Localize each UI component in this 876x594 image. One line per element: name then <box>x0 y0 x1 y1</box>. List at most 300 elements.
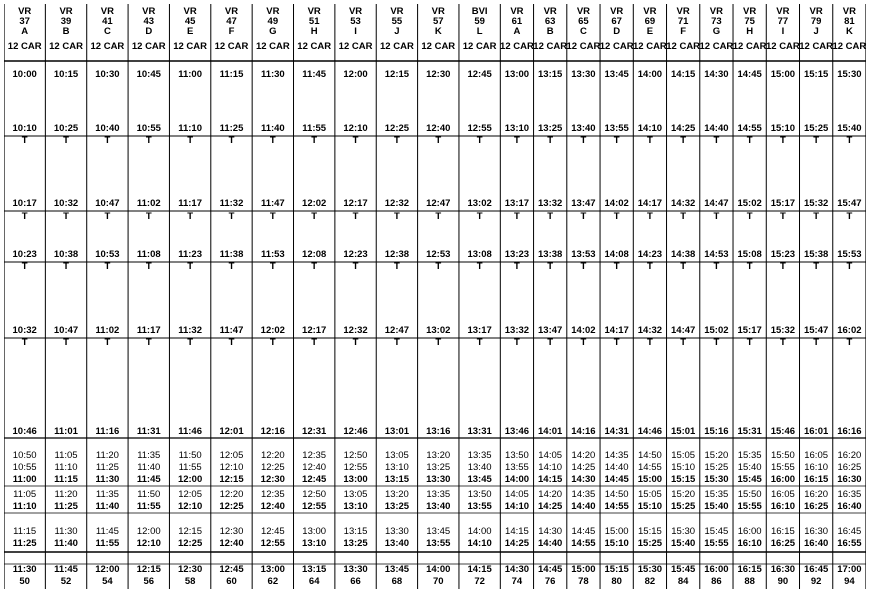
end-number: 50 <box>19 576 30 587</box>
time-cell: 13:16 <box>426 426 451 437</box>
train-number: 77 <box>777 16 789 27</box>
time-cell: 15:00 <box>571 564 596 575</box>
t-marker: T <box>311 337 318 348</box>
end-number: 88 <box>744 576 755 587</box>
train-service: VR <box>142 6 156 17</box>
time-cell: 13:23 <box>504 249 530 260</box>
train-number: 69 <box>644 16 656 27</box>
time-cell: 11:02 <box>95 325 120 336</box>
time-cell: 16:00 <box>704 564 729 575</box>
time-cell: 12:02 <box>302 198 327 209</box>
time-cell: 13:40 <box>426 501 451 512</box>
time-cell: 15:40 <box>671 538 696 549</box>
t-marker: T <box>63 135 69 146</box>
time-cell: 12:38 <box>384 249 410 260</box>
time-cell: 15:55 <box>770 462 795 473</box>
t-marker: T <box>394 135 400 146</box>
time-cell: 14:00 <box>467 526 492 537</box>
time-cell: 14:55 <box>638 462 662 473</box>
t-marker: T <box>547 211 554 222</box>
t-marker: T <box>228 135 235 146</box>
t-marker: T <box>269 135 276 146</box>
time-cell: 15:40 <box>837 123 862 134</box>
time-cell: 14:00 <box>504 474 530 485</box>
end-number: 94 <box>844 576 855 587</box>
time-cell: 10:10 <box>12 123 37 134</box>
time-cell: 14:01 <box>538 426 563 437</box>
time-cell: 11:15 <box>219 69 244 80</box>
car-count: 12 CAR <box>380 41 414 52</box>
t-marker: T <box>228 337 235 348</box>
time-cell: 14:38 <box>671 249 696 260</box>
time-cell: 12:05 <box>219 450 244 461</box>
time-cell: 10:15 <box>53 69 79 80</box>
t-marker: T <box>746 211 753 222</box>
block-letter: I <box>354 26 357 37</box>
time-cell: 12:10 <box>136 538 161 549</box>
time-cell: 14:30 <box>704 69 729 80</box>
time-cell: 13:02 <box>467 198 492 209</box>
train-service: VR <box>224 6 239 17</box>
train-number: 73 <box>711 16 722 27</box>
time-cell: 16:30 <box>804 526 829 537</box>
train-service: VR <box>59 6 73 17</box>
time-cell: 11:17 <box>136 325 161 336</box>
end-number: 56 <box>143 576 155 587</box>
time-cell: 13:17 <box>504 198 530 209</box>
time-cell: 15:15 <box>638 526 662 537</box>
t-marker: T <box>779 337 786 348</box>
t-marker: T <box>269 337 276 348</box>
time-cell: 15:01 <box>671 426 696 437</box>
t-marker: T <box>547 261 554 272</box>
train-number: 49 <box>267 16 279 27</box>
time-cell: 14:16 <box>571 426 596 437</box>
time-cell: 12:10 <box>177 501 203 512</box>
t-marker: T <box>813 211 820 222</box>
time-cell: 14:05 <box>505 489 529 500</box>
t-marker: T <box>846 261 853 272</box>
time-cell: 15:50 <box>737 489 762 500</box>
block-letter: F <box>228 26 235 37</box>
time-cell: 12:45 <box>302 474 327 485</box>
time-cell: 10:55 <box>12 462 37 473</box>
t-marker: T <box>145 211 152 222</box>
time-cell: 15:10 <box>604 538 629 549</box>
time-cell: 11:20 <box>95 450 119 461</box>
t-marker: T <box>104 337 111 348</box>
end-number: 62 <box>267 576 279 587</box>
t-marker: T <box>680 211 687 222</box>
train-number: 81 <box>844 16 855 27</box>
time-cell: 14:10 <box>467 538 492 549</box>
time-cell: 13:45 <box>604 69 629 80</box>
train-service: VR <box>776 6 790 17</box>
t-marker: T <box>352 261 359 272</box>
time-cell: 13:32 <box>538 198 563 209</box>
t-marker: T <box>311 211 318 222</box>
time-cell: 13:50 <box>467 489 492 500</box>
time-cell: 11:47 <box>219 325 244 336</box>
time-cell: 11:50 <box>137 489 161 500</box>
time-cell: 12:35 <box>260 489 285 500</box>
time-cell: 15:35 <box>704 489 729 500</box>
time-cell: 16:05 <box>804 450 829 461</box>
t-marker: T <box>613 337 620 348</box>
t-marker: T <box>63 337 69 348</box>
t-marker: T <box>713 337 720 348</box>
time-cell: 14:10 <box>504 501 530 512</box>
time-cell: 14:45 <box>604 474 629 485</box>
time-cell: 11:30 <box>12 564 37 575</box>
end-number: 80 <box>611 576 622 587</box>
block-letter: J <box>813 26 819 37</box>
time-cell: 13:10 <box>504 123 530 134</box>
t-marker: T <box>228 261 235 272</box>
time-cell: 14:20 <box>538 489 563 500</box>
t-marker: T <box>813 135 820 146</box>
time-cell: 11:31 <box>136 426 161 437</box>
t-marker: T <box>104 261 111 272</box>
block-letter: K <box>434 26 442 37</box>
t-marker: T <box>846 135 853 146</box>
time-cell: 13:00 <box>302 526 327 537</box>
time-cell: 14:00 <box>426 564 451 575</box>
time-cell: 12:40 <box>302 462 327 473</box>
train-number: 45 <box>184 16 196 27</box>
time-cell: 13:53 <box>571 249 596 260</box>
time-cell: 16:01 <box>803 426 829 437</box>
time-cell: 13:55 <box>467 501 492 512</box>
t-marker: T <box>580 261 587 272</box>
time-cell: 11:53 <box>260 249 285 260</box>
time-cell: 15:30 <box>837 69 862 80</box>
t-marker: T <box>145 135 152 146</box>
time-cell: 16:20 <box>804 489 829 500</box>
time-cell: 10:55 <box>136 123 161 134</box>
t-marker: T <box>63 211 69 222</box>
time-cell: 16:25 <box>837 462 862 473</box>
time-cell: 12:25 <box>260 462 285 473</box>
time-cell: 12:40 <box>219 538 244 549</box>
time-cell: 13:40 <box>384 538 410 549</box>
time-cell: 13:32 <box>504 325 530 336</box>
time-cell: 14:40 <box>538 538 563 549</box>
time-cell: 12:32 <box>384 198 410 209</box>
time-cell: 15:17 <box>770 198 796 209</box>
time-cell: 15:55 <box>704 538 729 549</box>
block-letter: C <box>579 26 587 37</box>
time-cell: 14:25 <box>538 501 563 512</box>
train-number: 67 <box>611 16 622 27</box>
end-number: 82 <box>644 576 656 587</box>
time-cell: 16:00 <box>770 474 796 485</box>
train-service: VR <box>842 6 856 17</box>
time-cell: 14:45 <box>737 69 762 80</box>
time-cell: 13:25 <box>343 538 368 549</box>
time-cell: 15:05 <box>671 450 696 461</box>
block-letter: E <box>646 26 654 37</box>
t-marker: T <box>547 337 554 348</box>
t-marker: T <box>514 261 520 272</box>
t-marker: T <box>269 211 276 222</box>
time-cell: 10:47 <box>53 325 79 336</box>
time-cell: 11:16 <box>95 426 120 437</box>
time-cell: 16:45 <box>803 564 829 575</box>
time-cell: 12:15 <box>384 69 410 80</box>
time-cell: 11:40 <box>54 538 78 549</box>
time-cell: 11:05 <box>54 450 78 461</box>
time-cell: 16:40 <box>837 501 862 512</box>
time-cell: 15:25 <box>637 538 663 549</box>
time-cell: 13:25 <box>384 501 410 512</box>
time-cell: 16:25 <box>803 501 829 512</box>
t-marker: T <box>21 337 28 348</box>
time-cell: 16:02 <box>837 325 862 336</box>
time-cell: 15:00 <box>637 474 663 485</box>
time-cell: 13:17 <box>467 325 492 336</box>
time-cell: 13:45 <box>467 474 492 485</box>
time-cell: 12:20 <box>260 450 285 461</box>
end-number: 68 <box>391 576 403 587</box>
time-cell: 16:00 <box>737 526 762 537</box>
t-marker: T <box>145 337 152 348</box>
time-cell: 12:20 <box>219 489 244 500</box>
time-cell: 13:55 <box>426 538 451 549</box>
time-cell: 14:30 <box>538 526 563 537</box>
time-cell: 13:55 <box>505 462 529 473</box>
time-cell: 15:15 <box>671 474 696 485</box>
block-letter: H <box>746 26 754 37</box>
time-cell: 10:30 <box>95 69 120 80</box>
train-number: 59 <box>474 16 485 27</box>
time-cell: 15:00 <box>770 69 796 80</box>
time-cell: 14:00 <box>637 69 663 80</box>
time-cell: 15:47 <box>803 325 829 336</box>
train-service: VR <box>18 6 32 17</box>
t-marker: T <box>680 261 687 272</box>
train-number: 61 <box>511 16 523 27</box>
time-cell: 12:08 <box>302 249 327 260</box>
time-cell: 12:45 <box>467 69 492 80</box>
t-marker: T <box>352 135 359 146</box>
t-marker: T <box>746 337 753 348</box>
time-cell: 12:10 <box>219 462 244 473</box>
time-cell: 11:15 <box>54 474 78 485</box>
block-letter: G <box>269 26 277 37</box>
train-number: 51 <box>308 16 320 27</box>
time-cell: 14:50 <box>638 450 662 461</box>
t-marker: T <box>746 135 753 146</box>
time-cell: 15:10 <box>770 123 796 134</box>
time-cell: 13:35 <box>426 489 451 500</box>
time-cell: 13:40 <box>467 462 492 473</box>
time-cell: 11:08 <box>136 249 161 260</box>
train-number: 53 <box>350 16 361 27</box>
car-count: 12 CAR <box>131 41 166 52</box>
time-cell: 13:25 <box>538 123 563 134</box>
t-marker: T <box>394 211 400 222</box>
car-count: 12 CAR <box>765 41 800 52</box>
time-cell: 13:30 <box>385 526 409 537</box>
time-cell: 14:10 <box>637 123 663 134</box>
car-count: 12 CAR <box>49 41 83 52</box>
end-number: 84 <box>677 576 689 587</box>
time-cell: 11:10 <box>54 462 78 473</box>
time-cell: 13:05 <box>385 450 409 461</box>
time-cell: 17:00 <box>837 564 862 575</box>
time-cell: 12:25 <box>219 501 244 512</box>
train-service: VR <box>307 6 321 17</box>
time-cell: 14:40 <box>704 123 729 134</box>
t-marker: T <box>514 337 520 348</box>
time-cell: 13:45 <box>426 526 451 537</box>
t-marker: T <box>647 337 653 348</box>
time-cell: 11:15 <box>13 526 37 537</box>
time-cell: 11:30 <box>260 69 285 80</box>
train-number: 39 <box>60 16 72 27</box>
time-cell: 15:25 <box>704 462 729 473</box>
time-cell: 11:10 <box>12 501 37 512</box>
time-cell: 14:32 <box>671 198 696 209</box>
time-cell: 14:50 <box>604 489 629 500</box>
time-cell: 12:01 <box>219 426 244 437</box>
time-cell: 12:47 <box>384 325 410 336</box>
time-cell: 16:40 <box>803 538 829 549</box>
car-count: 12 CAR <box>732 41 767 52</box>
time-cell: 13:15 <box>302 564 327 575</box>
time-cell: 11:25 <box>54 501 78 512</box>
time-cell: 15:20 <box>671 489 696 500</box>
time-cell: 12:05 <box>178 489 203 500</box>
time-cell: 14:10 <box>538 462 563 473</box>
time-cell: 14:30 <box>504 564 530 575</box>
time-cell: 11:00 <box>12 474 37 485</box>
time-cell: 11:55 <box>95 538 120 549</box>
time-cell: 10:47 <box>95 198 120 209</box>
time-cell: 11:40 <box>137 462 161 473</box>
car-count: 12 CAR <box>7 41 42 52</box>
time-cell: 13:15 <box>538 69 563 80</box>
time-cell: 14:32 <box>637 325 663 336</box>
time-cell: 14:47 <box>671 325 696 336</box>
t-marker: T <box>476 135 483 146</box>
time-cell: 12:55 <box>467 123 492 134</box>
time-cell: 16:25 <box>770 538 796 549</box>
time-cell: 14:25 <box>504 538 530 549</box>
time-cell: 15:50 <box>770 450 795 461</box>
train-number: 47 <box>226 16 237 27</box>
time-cell: 11:02 <box>136 198 161 209</box>
time-cell: 14:17 <box>637 198 663 209</box>
t-marker: T <box>187 211 194 222</box>
time-cell: 12:15 <box>136 564 161 575</box>
time-cell: 11:35 <box>137 450 161 461</box>
time-cell: 12:46 <box>343 426 368 437</box>
t-marker: T <box>647 135 653 146</box>
block-letter: G <box>712 26 721 37</box>
time-cell: 11:46 <box>178 426 203 437</box>
block-letter: K <box>845 26 853 37</box>
car-count: 12 CAR <box>500 41 534 52</box>
time-cell: 13:38 <box>538 249 563 260</box>
train-service: VR <box>431 6 445 17</box>
time-cell: 14:30 <box>571 474 596 485</box>
train-number: 63 <box>544 16 556 27</box>
time-cell: 13:15 <box>384 474 410 485</box>
time-cell: 15:16 <box>704 426 729 437</box>
t-marker: T <box>779 261 786 272</box>
time-cell: 16:30 <box>770 564 796 575</box>
train-number: 41 <box>102 16 113 27</box>
block-letter: B <box>546 26 554 37</box>
time-cell: 15:02 <box>704 325 729 336</box>
time-cell: 10:50 <box>12 450 37 461</box>
time-cell: 15:55 <box>737 501 762 512</box>
time-cell: 11:00 <box>178 69 203 80</box>
time-cell: 15:25 <box>803 123 829 134</box>
time-cell: 12:35 <box>302 450 327 461</box>
time-cell: 15:05 <box>638 489 662 500</box>
time-cell: 15:30 <box>704 474 729 485</box>
t-marker: T <box>680 337 687 348</box>
time-cell: 11:20 <box>54 489 78 500</box>
t-marker: T <box>746 261 753 272</box>
time-cell: 12:50 <box>343 450 368 461</box>
train-number: 79 <box>810 16 822 27</box>
time-cell: 12:10 <box>343 123 368 134</box>
t-marker: T <box>21 211 28 222</box>
time-cell: 14:40 <box>604 462 629 473</box>
t-marker: T <box>813 261 820 272</box>
t-marker: T <box>680 135 687 146</box>
time-cell: 11:30 <box>95 474 120 485</box>
time-cell: 11:35 <box>95 489 119 500</box>
car-count: 12 CAR <box>699 41 734 52</box>
time-cell: 15:02 <box>737 198 762 209</box>
train-service: VR <box>743 6 757 17</box>
time-cell: 15:46 <box>770 426 796 437</box>
time-cell: 12:15 <box>178 526 203 537</box>
t-marker: T <box>647 261 653 272</box>
time-cell: 10:40 <box>95 123 120 134</box>
t-marker: T <box>476 337 483 348</box>
end-number: 92 <box>810 576 822 587</box>
train-number: 55 <box>391 16 403 27</box>
t-marker: T <box>846 211 853 222</box>
time-cell: 14:15 <box>538 474 563 485</box>
train-number: 65 <box>578 16 589 27</box>
t-marker: T <box>580 135 587 146</box>
time-cell: 15:30 <box>671 526 696 537</box>
time-cell: 13:10 <box>302 538 327 549</box>
t-marker: T <box>104 135 111 146</box>
time-cell: 14:35 <box>571 489 596 500</box>
time-cell: 13:46 <box>504 426 530 437</box>
time-cell: 12:45 <box>260 526 285 537</box>
t-marker: T <box>187 337 194 348</box>
t-marker: T <box>547 135 554 146</box>
block-letter: B <box>62 26 70 37</box>
time-cell: 12:55 <box>343 462 368 473</box>
t-marker: T <box>352 337 359 348</box>
end-number: 52 <box>60 576 72 587</box>
end-number: 90 <box>777 576 789 587</box>
t-marker: T <box>435 261 442 272</box>
time-cell: 11:45 <box>54 564 78 575</box>
end-number: 70 <box>432 576 444 587</box>
time-cell: 13:20 <box>426 450 451 461</box>
